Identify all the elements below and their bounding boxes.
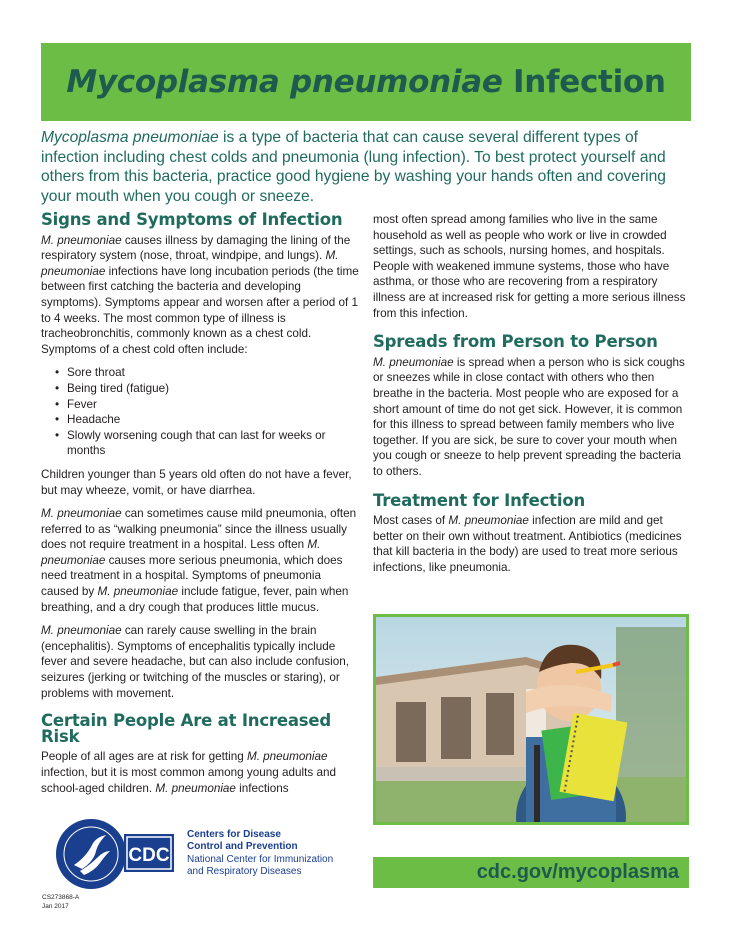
signs-paragraph-1	[41, 233, 361, 358]
publication-meta	[42, 893, 79, 911]
bullet-icon: •	[55, 366, 60, 380]
symptom-text: Sore throat	[67, 366, 125, 380]
spread-paragraph	[373, 355, 691, 480]
treatment-heading: Treatment for Infection	[373, 490, 586, 510]
right-column	[373, 212, 691, 583]
bullet-icon: •	[55, 381, 60, 395]
symptom-text: Fever	[67, 397, 97, 411]
hhs-cdc-logo	[54, 817, 180, 892]
list-item	[41, 428, 361, 459]
symptom-list	[41, 365, 361, 459]
bullet-icon: •	[55, 428, 60, 442]
text: infections	[235, 781, 289, 795]
signs-heading: Signs and Symptoms of Infection	[41, 210, 343, 229]
symptom-text: Being tired (fatigue)	[67, 381, 169, 395]
intro-italic: Mycoplasma pneumoniae	[41, 129, 219, 146]
term: M. pneumoniae	[448, 514, 529, 528]
term: M. pneumoniae	[97, 585, 179, 599]
center-line-1: National Center for Immunization	[187, 853, 334, 865]
text: infection, but it is most common among young adults and school-aged children.	[41, 766, 336, 795]
url-bar	[373, 857, 689, 888]
document-code: CS273868-A	[42, 894, 80, 901]
symptom-text: Headache	[67, 413, 121, 427]
term: M. pneumoniae	[41, 624, 122, 638]
cdc-logo-text: CDC	[128, 845, 170, 866]
spread-heading: Spreads from Person to Person	[373, 332, 658, 352]
signs-paragraph-4	[41, 623, 361, 701]
text: causes illness by damaging the lining of the respiratory system (nose, throat, windpipe, and lungs).	[41, 233, 351, 263]
agency-name	[187, 829, 367, 879]
intro-paragraph	[41, 128, 696, 207]
website-link[interactable]: cdc.gov/mycoplasma	[476, 861, 679, 883]
signs-paragraph-2: Children younger than 5 years old often do not have a fever, but may wheeze, vomit, or have diarrhea.	[41, 467, 352, 497]
org-line-1: Centers for Disease	[187, 829, 281, 840]
photo-illustration	[376, 617, 686, 822]
bullet-icon: •	[55, 397, 60, 411]
text: causes more serious pneumonia, which does need treatment in a hospital. Symptoms of pneumonia caused by	[41, 553, 343, 599]
term: M. pneumoniae	[41, 249, 339, 278]
term: M. pneumoniae	[246, 750, 328, 764]
text: infections have long incubation periods (the time between first catching the bacteria and developing symptoms). Symptoms appear and worsen after a period of 1 to 4 weeks. The most common type of illness is tracheobronchitis, commonly known as a chest cold. Symptoms of a chest cold often include:	[41, 264, 359, 356]
list-item	[41, 412, 361, 428]
publication-date: Jan 2017	[42, 903, 69, 910]
title-rest: Infection	[502, 64, 666, 100]
term: M. pneumoniae	[41, 507, 122, 521]
text: is spread when a person who is sick coughs or sneezes while in close contact with others who then breathe in the bacteria. Most people who are exposed for a short amount of time do not get sick. However, it is common for this illness to spread between family members who live together. If you are sick, be sure to cover your mouth when you cough or sneeze to help prevent spreading the bacteria to others.	[373, 355, 685, 478]
term: M. pneumoniae	[41, 538, 321, 567]
signs-paragraph-3	[41, 506, 361, 615]
center-line-2: and Respiratory Diseases	[187, 866, 302, 878]
page-title	[66, 64, 665, 100]
org-line-2: Control and Prevention	[187, 841, 298, 853]
risk-heading: Certain People Are at Increased Risk	[41, 711, 331, 746]
hhs-seal-icon	[54, 817, 180, 892]
treatment-paragraph	[373, 513, 691, 575]
text: can rarely cause swelling in the brain (encephalitis). Symptoms of encephalitis typically include fever and severe headache, but can also include confusion, seizures (jerking or twitching of the muscles or staring), or problems with movement.	[41, 624, 349, 700]
left-column	[41, 212, 361, 804]
text: can sometimes cause mild pneumonia, often referred to as “walking pneumonia” since the illness usually does not require treatment in a hospital. Less often	[41, 507, 357, 552]
list-item	[41, 397, 361, 413]
text: infection are mild and get better on their own without treatment. Antibiotics (medicines that kill bacteria in the body) are used to treat more serious infections, like pneumonia.	[373, 514, 682, 574]
text: include fatigue, fever, pain when breathing, and a dry cough that produces little mucus.	[41, 585, 349, 614]
term: M. pneumoniae	[155, 781, 236, 795]
title-italic: Mycoplasma pneumoniae	[66, 64, 503, 100]
bullet-icon: •	[55, 413, 60, 427]
term: M. pneumoniae	[373, 355, 454, 369]
text: People of all ages are at risk for getting	[41, 750, 247, 764]
risk-paragraph-1	[41, 749, 361, 796]
risk-paragraph-2: most often spread among families who live in the same household as well as people who work or live in crowded settings, such as schools, nursing homes, and hospitals. People with weakened immune systems, those who have asthma, or those who are recovering from a respiratory illness are at increased risk for getting a more serious illness from this infection.	[373, 213, 686, 320]
symptom-text: Slowly worsening cough that can last for weeks or months	[67, 428, 326, 458]
coughing-child-photo	[373, 614, 689, 825]
term: M. pneumoniae	[41, 233, 122, 247]
list-item	[41, 365, 361, 381]
title-banner	[41, 43, 691, 121]
list-item	[41, 381, 361, 397]
intro-text: is a type of bacteria that can cause several different types of infection including chest colds and pneumonia (lung infection). To best protect yourself and others from this bacteria, practice good hygiene by washing your hands often and covering your mouth when you cough or sneeze.	[41, 129, 666, 206]
text: Most cases of	[373, 514, 449, 528]
